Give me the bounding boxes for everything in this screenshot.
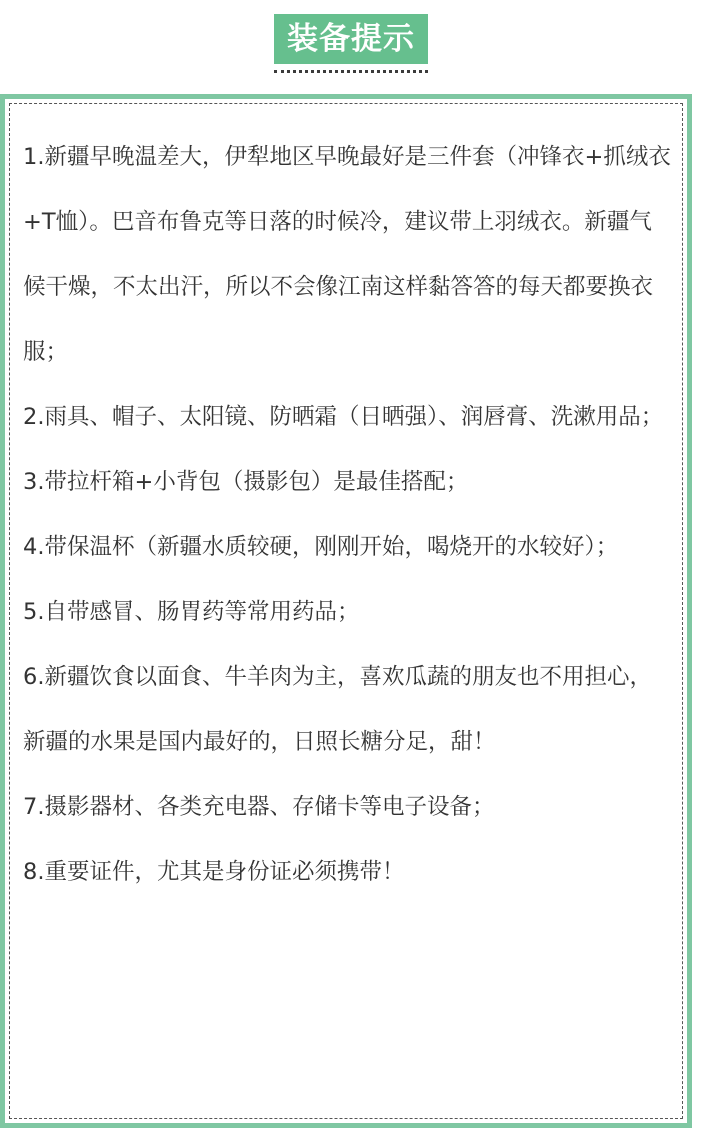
tips-list (23, 125, 671, 905)
tip-item-4: 4.带保温杯（新疆水质较硬，刚刚开始，喝烧开的水较好）； (23, 534, 619, 560)
tip-item-7: 7.摄影器材、各类充电器、存储卡等电子设备； (23, 794, 495, 820)
tip-item-1: 1.新疆早晚温差大，伊犁地区早晚最好是三件套（冲锋衣+抓绒衣+T恤）。巴音布鲁克等日落的时候冷，建议带上羽绒衣。新疆气候干燥，不太出汗，所以不会像江南这样黏答答的每天都要换衣服； (23, 144, 671, 365)
tip-item-6: 6.新疆饮食以面食、牛羊肉为主，喜欢瓜蔬的朋友也不用担心，新疆的水果是国内最好的，日照长糖分足，甜！ (23, 664, 652, 755)
title-area (0, 0, 702, 80)
title-dotted-underline (274, 70, 428, 73)
tip-item-3: 3.带拉杆箱+小背包（摄影包）是最佳搭配； (23, 469, 469, 495)
tip-item-5: 5.自带感冒、肠胃药等常用药品； (23, 599, 360, 625)
tip-item-8: 8.重要证件，尤其是身份证必须携带！ (23, 859, 405, 885)
section-title: 装备提示 (274, 14, 428, 64)
tip-item-2: 2.雨具、帽子、太阳镜、防晒霜（日晒强）、润唇膏、洗漱用品； (23, 404, 664, 430)
